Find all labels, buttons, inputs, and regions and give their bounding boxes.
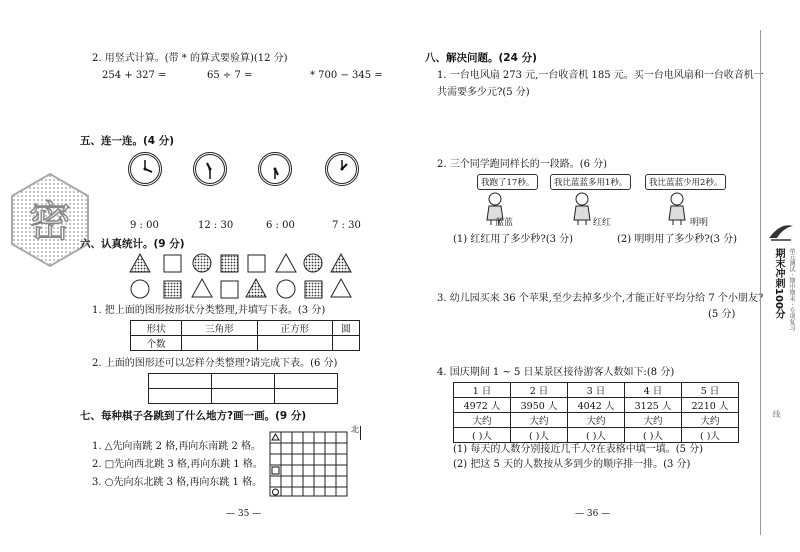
blank-cell[interactable]: ( )人 (454, 428, 511, 443)
p1-line-1: 1. 一台电风扇 273 元,一台收音机 185 元。买一台电风扇和一台收音机一 (437, 70, 764, 81)
brand-title: 期末冲刺100分 (773, 248, 784, 319)
child-figure-icon (570, 192, 594, 230)
name-honghong: 红红 (593, 218, 612, 228)
square-icon (164, 281, 181, 298)
header-cell: 圆 (333, 321, 360, 336)
triangle-icon (130, 254, 150, 272)
square-icon (248, 255, 265, 272)
page-number: — 36 — (575, 509, 611, 519)
s5-title: 五、连一连。(4 分) (80, 135, 175, 147)
approx-cell: 大约 (511, 413, 568, 428)
expr-2: 65 ÷ 7 = (207, 70, 253, 81)
answer-cell[interactable] (257, 336, 332, 351)
triangle-icon (331, 279, 351, 297)
binding-sidebar (760, 30, 799, 535)
clock-icon (193, 152, 227, 186)
header-cell: 正方形 (257, 321, 332, 336)
expr-1: 254 + 327 = (102, 70, 167, 81)
circle-icon (304, 254, 322, 272)
answer-cell[interactable] (149, 389, 212, 404)
north-arrow-icon (360, 426, 361, 440)
circle-piece-icon (273, 489, 279, 495)
right-page (405, 0, 764, 552)
header-cell: 形状 (131, 321, 182, 336)
triangle-icon (192, 279, 212, 297)
day-cell: 4 日 (625, 383, 682, 398)
triangle-icon (246, 279, 266, 297)
approx-cell: 大约 (454, 413, 511, 428)
answer-cell[interactable] (212, 389, 275, 404)
s7-line-3: 3. ○先向东北跳 3 格,再向东跳 1 格。 (92, 477, 263, 488)
p1-line-2: 共需要多少元?(5 分) (437, 87, 530, 98)
circle-icon (131, 280, 149, 298)
count-cell: 4042 人 (568, 398, 625, 413)
north-label: 北 (351, 425, 359, 434)
approx-cell: 大约 (625, 413, 682, 428)
time-2: 12 : 30 (198, 220, 234, 231)
answer-cell[interactable] (149, 374, 212, 389)
child-figure-icon (665, 192, 689, 230)
clock-icon (325, 152, 359, 186)
day-cell: 1 日 (454, 383, 511, 398)
count-cell: 4972 人 (454, 398, 511, 413)
binding-label: 线 (772, 410, 781, 418)
p3-line-1: 3. 幼儿园买来 36 个苹果,至少去掉多少个,才能正好平均分给 7 个小朋友? (437, 293, 764, 304)
clock-icon (258, 152, 292, 186)
square-icon (305, 281, 322, 298)
p4-title: 4. 国庆期间 1 ~ 5 日某景区接待游客人数如下:(8 分) (437, 367, 675, 378)
time-1: 9 : 00 (130, 220, 159, 231)
shape-count-table (130, 320, 360, 351)
speech-bubble: 我比蓝蓝少用2秒。 (645, 174, 726, 190)
name-lanlan: 蓝蓝 (495, 218, 514, 228)
square-icon (221, 255, 238, 272)
triangle-icon (331, 254, 351, 272)
blank-cell[interactable]: ( )人 (568, 428, 625, 443)
brand-subtitle: 单元测试 · 期中期末 · 专项复习 (788, 248, 795, 332)
blank-cell[interactable]: ( )人 (625, 428, 682, 443)
square-icon (221, 281, 238, 298)
p4-q1: (1) 每天的人数分别接近几千人?在表格中填一填。(5 分) (453, 444, 704, 455)
name-mingming: 明明 (690, 218, 709, 228)
day-cell: 3 日 (568, 383, 625, 398)
classify-table (148, 373, 338, 404)
s7-line-1: 1. △先向南跳 2 格,再向东南跳 2 格。 (92, 441, 262, 452)
visitor-table (453, 382, 739, 443)
s7-line-2: 2. □先向西北跳 3 格,再向东跳 1 格。 (92, 459, 263, 470)
blank-cell[interactable]: ( )人 (682, 428, 739, 443)
p2-title: 2. 三个同学跑同样长的一段路。(6 分) (437, 159, 608, 170)
jump-board[interactable] (268, 430, 368, 504)
day-cell: 2 日 (511, 383, 568, 398)
answer-cell[interactable] (212, 374, 275, 389)
circle-icon (193, 254, 211, 272)
square-icon (164, 255, 181, 272)
speech-bubble: 我比蓝蓝多用1秒。 (550, 174, 631, 190)
q2-title: 2. 用竖式计算。(带 * 的算式要验算)(12 分) (92, 53, 288, 64)
time-3: 6 : 00 (266, 220, 295, 231)
p4-q2: (2) 把这 5 天的人数按从多到少的顺序排一排。(3 分) (453, 459, 691, 470)
answer-cell[interactable] (275, 374, 338, 389)
count-cell: 3950 人 (511, 398, 568, 413)
circle-icon (277, 280, 295, 298)
s7-title: 七、每种棋子各跳到了什么地方?画一画。(9 分) (80, 410, 307, 422)
approx-cell: 大约 (682, 413, 739, 428)
s8-title: 八、解决问题。(24 分) (425, 52, 537, 64)
s6-q2: 2. 上面的图形还可以怎样分类整理?请完成下表。(6 分) (92, 358, 338, 369)
triangle-icon (276, 254, 296, 272)
count-cell: 3125 人 (625, 398, 682, 413)
answer-cell[interactable] (182, 336, 257, 351)
day-cell: 5 日 (682, 383, 739, 398)
p2-q1: (1) 红红用了多少秒?(3 分) (453, 234, 574, 245)
page-number: — 35 — (226, 509, 262, 519)
left-page (0, 0, 395, 552)
speech-bubble: 我跑了17秒。 (477, 174, 538, 190)
seal-stamp (4, 170, 96, 270)
s6-title: 六、认真统计。(9 分) (80, 238, 185, 250)
clock-icon (128, 152, 162, 186)
p2-q2: (2) 明明用了多少秒?(3 分) (617, 234, 738, 245)
expr-3: * 700 − 345 = (310, 70, 383, 81)
count-cell: 2210 人 (682, 398, 739, 413)
brand-logo-icon (767, 220, 795, 242)
square-piece-icon (272, 467, 279, 474)
shapes-panel (128, 252, 358, 300)
p3-score: (5 分) (708, 309, 736, 320)
answer-cell[interactable] (333, 336, 360, 351)
header-cell: 三角形 (182, 321, 257, 336)
s6-q1: 1. 把上面的图形按形状分类整理,并填写下表。(3 分) (92, 305, 326, 316)
triangle-piece-icon (272, 434, 279, 440)
blank-cell[interactable]: ( )人 (511, 428, 568, 443)
approx-cell: 大约 (568, 413, 625, 428)
seal-text: 密 (28, 197, 72, 246)
row-label: 个数 (131, 336, 182, 351)
answer-cell[interactable] (275, 389, 338, 404)
time-4: 7 : 30 (332, 220, 361, 231)
